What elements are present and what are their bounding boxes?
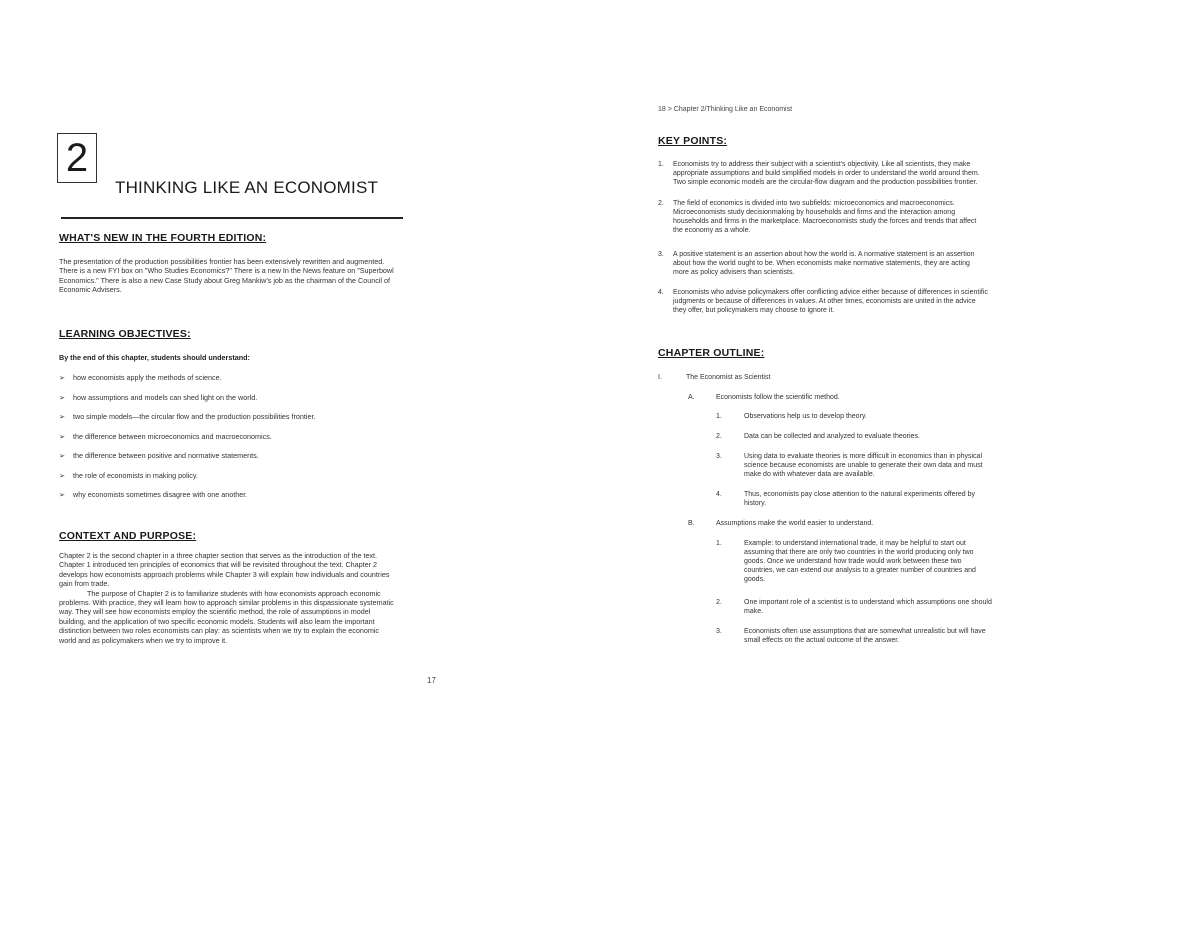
objective-item: ➢ how economists apply the methods of science. — [59, 373, 222, 382]
outline-level-3: 1. Example: to understand international trade, it may be helpful to start out assuming that there are only two countries in the world producing only two goods. Once we understand how trade would work between these two countries, we can extend our analysis to a greater number of countries and goods. — [716, 540, 976, 583]
context-line: Chapter 2 is the second chapter in a three chapter section that serves as the introduction of the text. — [59, 551, 378, 560]
arrow-bullet-icon: ➢ — [59, 471, 66, 480]
context-line: building, and the application of two specific economic models. Students will also learn the important — [59, 616, 375, 626]
context-paragraph — [59, 551, 459, 645]
context-line: gain from trade. — [59, 579, 110, 589]
objective-item: ➢ how assumptions and models can shed light on the world. — [59, 393, 258, 402]
objective-item: ➢ two simple models—the circular flow and the production possibilities frontier. — [59, 412, 316, 421]
context-line: Chapter 1 introduced ten principles of economics that will be revisited throughout the text. Chapter 2 — [59, 560, 378, 570]
running-header: 18 > Chapter 2/Thinking Like an Economist — [658, 106, 793, 113]
whats-new-heading: WHAT'S NEW IN THE FOURTH EDITION: — [59, 232, 267, 244]
arrow-bullet-icon: ➢ — [59, 451, 66, 460]
outline-level-3: 2. One important role of a scientist is to understand which assumptions one should make. — [716, 599, 992, 615]
whats-new-line: The presentation of the production possibilities frontier has been extensively rewritten and augmented. — [59, 257, 385, 266]
context-line: way. They will see how economists employ the scientific method, the role of assumptions in model — [59, 607, 371, 617]
outline-level-2: A. Economists follow the scientific method. — [688, 394, 840, 401]
context-line: problems. With practice, they will learn how to approach similar problems in this dispassionate systematic — [59, 598, 394, 608]
outline-level-3: 2. Data can be collected and analyzed to evaluate theories. — [716, 433, 920, 440]
arrow-bullet-icon: ➢ — [59, 373, 66, 382]
arrow-bullet-icon: ➢ — [59, 490, 66, 499]
objective-item: ➢ why economists sometimes disagree with one another. — [59, 490, 248, 499]
title-rule — [61, 217, 403, 219]
key-point-item: 3. A positive statement is an assertion about how the world is. A normative statement is an assertion about how the world ought to be. When economists make normative statements, they are acting more as policy advisers than scientists. — [658, 251, 975, 276]
chapter-outline-heading: CHAPTER OUTLINE: — [658, 347, 765, 359]
objective-item: ➢ the role of economists in making policy. — [59, 471, 198, 480]
context-heading: CONTEXT AND PURPOSE: — [59, 530, 197, 542]
key-point-item: 4. Economists who advise policymakers offer conflicting advice either because of differences in scientific judgments or because of differences in values. At other times, economists are united in the advice they offer, but policymakers may choose to ignore it. — [658, 289, 988, 314]
context-line: The purpose of Chapter 2 is to familiarize students with how economists approach economic — [87, 588, 381, 598]
outline-level-3: 1. Observations help us to develop theory. — [716, 413, 867, 420]
chapter-title: THINKING LIKE AN ECONOMIST — [115, 178, 379, 197]
arrow-bullet-icon: ➢ — [59, 393, 66, 402]
context-line: develops how economists approach problems while Chapter 3 will explain how individuals and countries — [59, 569, 390, 579]
objective-item: ➢ the difference between microeconomics and macroeconomics. — [59, 432, 272, 441]
right-page — [600, 0, 1200, 927]
context-line: distinction between two roles economists can play: as scientists when we try to explain the economic — [59, 626, 380, 636]
whats-new-line: Economic Advisers. — [59, 285, 122, 295]
outline-level-2: B. Assumptions make the world easier to understand. — [688, 520, 874, 527]
learning-objectives-intro: By the end of this chapter, students should understand: — [59, 353, 250, 362]
objective-item: ➢ the difference between positive and normative statements. — [59, 451, 259, 460]
context-line: world and as policymakers when we try to improve it. — [59, 635, 228, 645]
page-number: 17 — [427, 676, 436, 685]
arrow-bullet-icon: ➢ — [59, 432, 66, 441]
key-point-item: 2. The field of economics is divided into two subfields: microeconomics and macroeconomics. Microeconomists study decisionmaking by households and firms and the interaction among households and firms in the marketplace. Macroeconomists study the forces and trends that affect the economy as a whole. — [658, 200, 977, 234]
outline-level-3: 3. Using data to evaluate theories is more difficult in economics than in physical science because economists are unable to generate their own data and must make do with whatever data are available. — [716, 453, 983, 478]
arrow-bullet-icon: ➢ — [59, 412, 66, 421]
key-point-item: 1. Economists try to address their subject with a scientist's objectivity. Like all scientists, they make appropriate assumptions and build simplified models in order to understand the world around them. Two simple economic models are the circular-flow diagram and the production possibilities frontier. — [658, 161, 980, 186]
outline-level-3: 4. Thus, economists pay close attention to the natural experiments offered by history. — [716, 491, 975, 507]
whats-new-line: There is a new FYI box on "Who Studies Economics?" There is a new In the News feature on "Superbowl — [59, 266, 394, 276]
whats-new-paragraph — [59, 257, 449, 295]
key-points-heading: KEY POINTS: — [658, 135, 728, 147]
outline-level-3: 3. Economists often use assumptions that are somewhat unrealistic but will have small effects on the actual outcome of the answer. — [716, 628, 986, 644]
outline-level-1: I. The Economist as Scientist — [658, 374, 771, 381]
learning-objectives-heading: LEARNING OBJECTIVES: — [59, 328, 191, 340]
chapter-number-box: 2 — [57, 133, 97, 183]
whats-new-line: Economics." There is also a new Case Study about Greg Mankiw's job as the chairman of the Council of — [59, 275, 390, 285]
